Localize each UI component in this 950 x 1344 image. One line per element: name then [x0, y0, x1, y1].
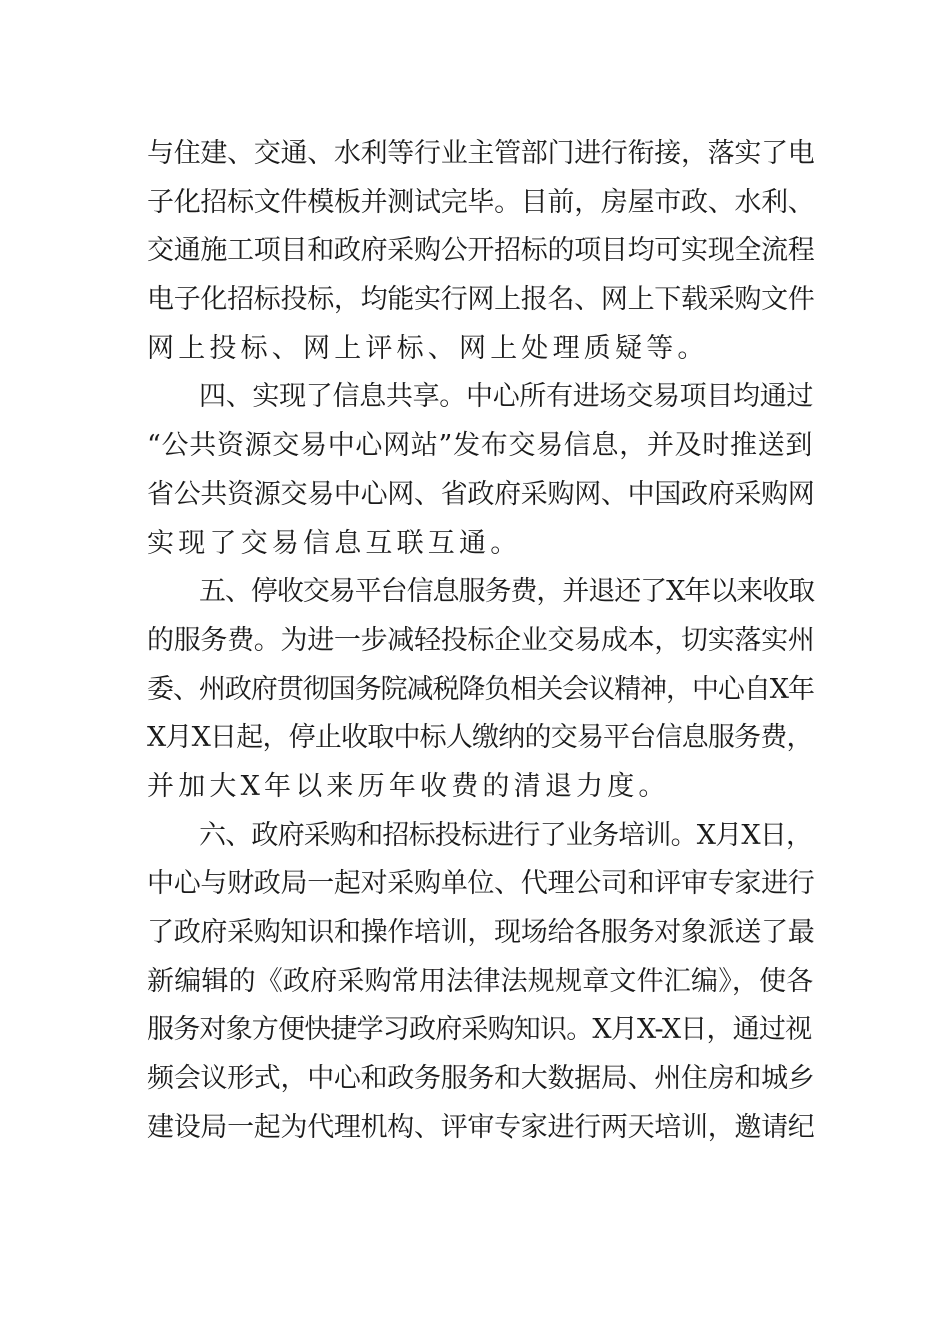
- text-line: 六、政府采购和招标投标进行了业务培训。X月X日，: [199, 819, 813, 851]
- text-line: 电子化招标投标，均能实行网上报名、网上下载采购文件: [147, 284, 815, 316]
- text-line: “公共资源交易中心网站”发布交易信息，并及时推送到: [147, 430, 814, 462]
- text-line: 五、停收交易平台信息服务费，并退还了X年以来收取: [199, 576, 815, 608]
- text-line: 并加大X年以来历年收费的清退力度。: [147, 770, 670, 802]
- text-line: 四、实现了信息共享。中心所有进场交易项目均通过: [199, 381, 814, 413]
- text-line: 委、州政府贯彻国务院减税降负相关会议精神，中心自X年: [147, 673, 814, 705]
- text-line: 频会议形式，中心和政务服务和大数据局、州住房和城乡: [147, 1063, 815, 1095]
- text-line: 交通施工项目和政府采购公开招标的项目均可实现全流程: [147, 235, 815, 267]
- text-line: 建设局一起为代理机构、评审专家进行两天培训，邀请纪: [147, 1111, 815, 1143]
- text-line: 省公共资源交易中心网、省政府采购网、中国政府采购网: [147, 478, 815, 510]
- text-line: 实现了交易信息互联互通。: [147, 527, 522, 559]
- text-line: 服务对象方便快捷学习政府采购知识。X月X-X日，通过视: [147, 1014, 812, 1046]
- text-line: X月X日起，停止收取中标人缴纳的交易平台信息服务费，: [147, 722, 813, 754]
- text-line: 了政府采购知识和操作培训，现场给各服务对象派送了最: [147, 917, 815, 948]
- text-line: 的服务费。为进一步减轻投标企业交易成本，切实落实州: [147, 624, 815, 656]
- text-line: 与住建、交通、水利等行业主管部门进行衔接，落实了电: [147, 138, 815, 169]
- text-line: 网上投标、网上评标、网上处理质疑等。: [147, 332, 709, 364]
- text-line: 子化招标文件模板并测试完毕。目前，房屋市政、水利、: [147, 186, 815, 218]
- body-text: [147, 130, 817, 1152]
- text-line: 中心与财政局一起对采购单位、代理公司和评审专家进行: [147, 868, 815, 900]
- text-line: 新编辑的《政府采购常用法律法规规章文件汇编》，使各: [147, 965, 814, 997]
